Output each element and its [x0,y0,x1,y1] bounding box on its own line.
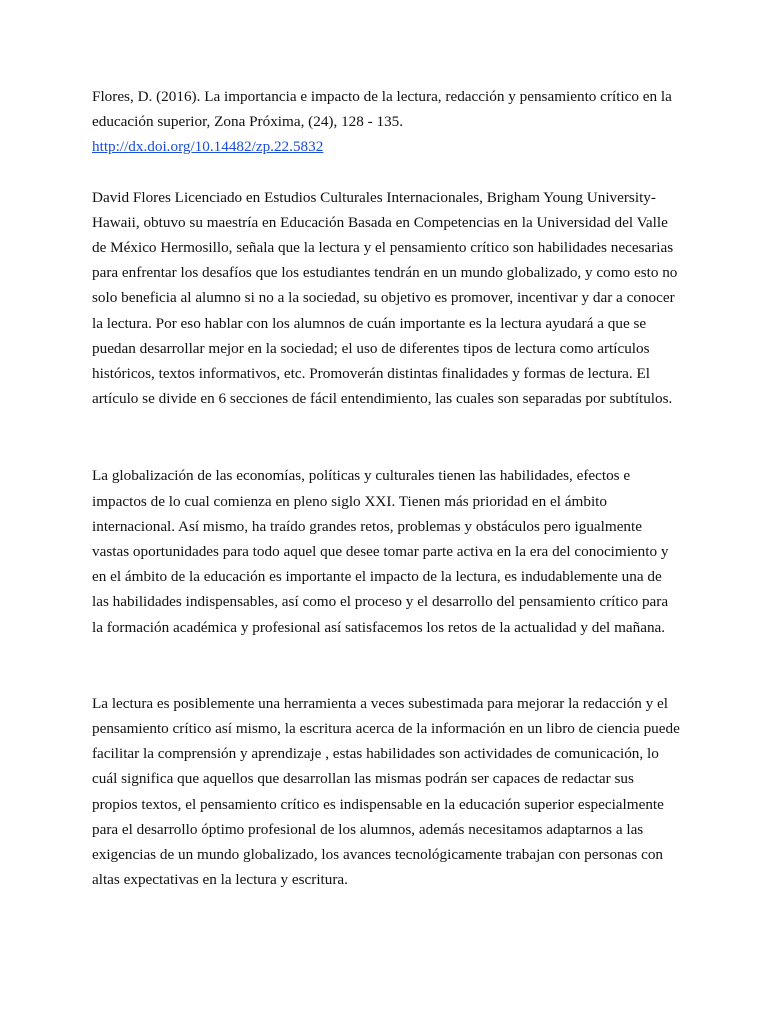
document-page [92,84,682,892]
citation-block [92,84,682,160]
paragraph-author-summary: David Flores Licenciado en Estudios Culturales Internacionales, Brigham Young University-Hawaii, obtuvo su maestría en Educación Basada en Competencias en la Universidad del Valle de México Hermosillo, señala que la lectura y el pensamiento crítico son habilidades necesarias para enfrentar los desafíos que los estudiantes tendrán en un mundo globalizado, y como esto no solo beneficia al alumno si no a la sociedad, su objetivo es promover, incentivar y dar a conocer la lectura. Por eso hablar con los alumnos de cuán importante es la lectura ayudará a que se puedan desarrollar mejor en la sociedad; el uso de diferentes tipos de lectura como artículos históricos, textos informativos, etc. Promoverán distintas finalidades y formas de lectura. El artículo se divide en 6 secciones de fácil entendimiento, las cuales son separadas por subtítulos. [92,188,678,408]
paragraph-globalization: La globalización de las economías, políticas y culturales tienen las habilidades, efectos e impactos de lo cual comienza en pleno siglo XXI. Tienen más prioridad en el ámbito internacional. Así mismo, ha traído grandes retos, problemas y obstáculos pero igualmente vastas oportunidades para todo aquel que desee tomar parte activa en la era del conocimiento y en el ámbito de la educación es importante el impacto de la lectura, es indudablemente una de las habilidades indispensables, así como el proceso y el desarrollo del pensamiento crítico para la formación académica y profesional así satisfacemos los retos de la actualidad y del mañana. [92,467,669,636]
citation-reference: Flores, D. (2016). La importancia e impacto de la lectura, redacción y pensamiento crítico en la educación superior, Zona Próxima, (24), 128 - 135. [92,88,672,131]
paragraph-reading-tool: La lectura es posiblemente una herramienta a veces subestimada para mejorar la redacción y el pensamiento crítico así mismo, la escritura acerca de la información en un libro de ciencia puede facilitar la comprensión y aprendizaje , estas habilidades son actividades de comunicación, lo cuál significa que aquellos que desarrollan las mismas podrán ser capaces de redactar sus propios textos, el pensamiento crítico es indispensable en la educación superior especialmente para el desarrollo óptimo profesional de los alumnos, además necesitamos adaptarnos a las exigencias de un mundo globalizado, los avances tecnológicamente trabajan con personas con altas expectativas en la lectura y escritura. [92,694,680,889]
doi-link[interactable]: http://dx.doi.org/10.14482/zp.22.5832 [92,138,324,156]
